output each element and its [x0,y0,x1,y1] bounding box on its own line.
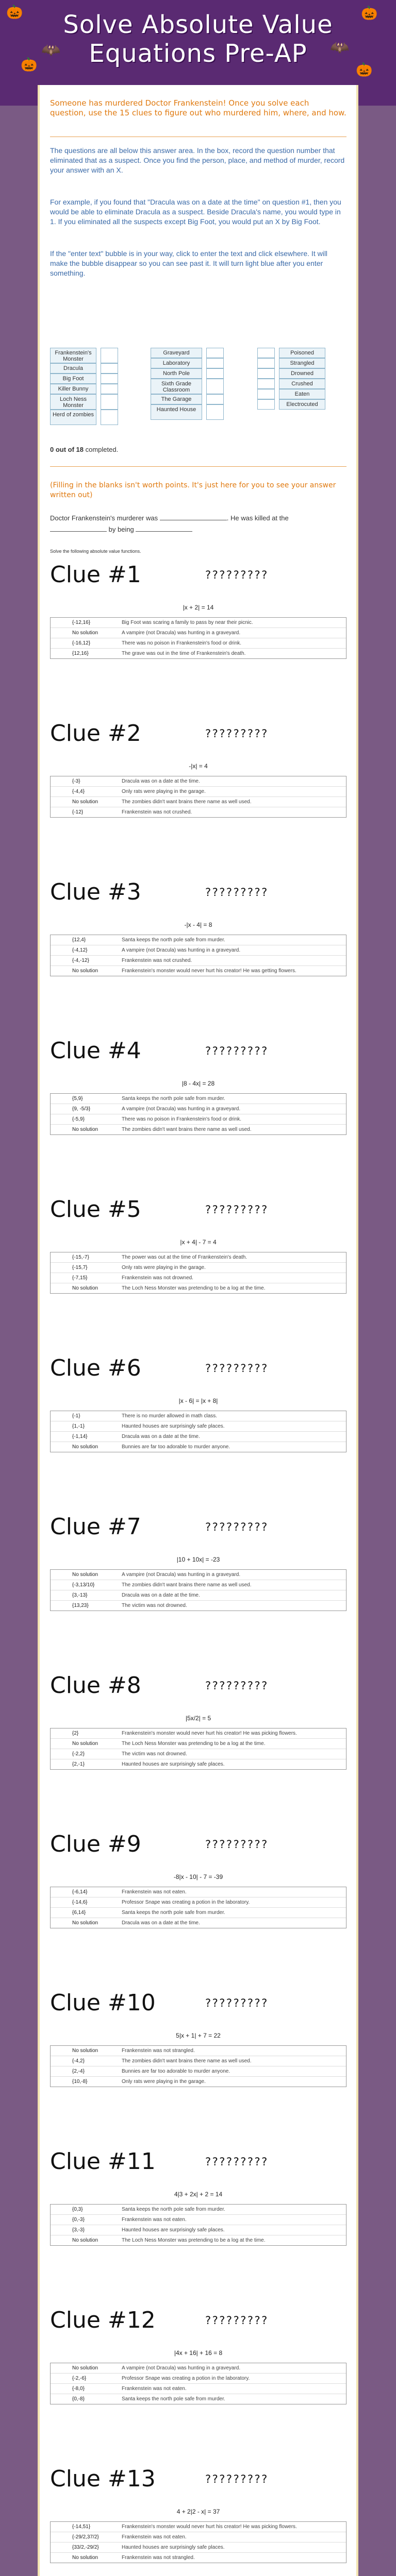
clue-block [50,1990,346,2113]
worksheet-panel [38,85,358,2576]
clue-equation: |5x/2| = 5 [185,1715,211,1722]
method-label: Eaten [279,389,325,399]
choice-solution: No solution [72,1444,98,1450]
clue-hidden-answer: ????????? [205,1838,268,1851]
choice-solution: No solution [72,2238,98,2243]
suspect-label: Big Foot [50,374,96,384]
answer-choice[interactable] [51,2553,346,2563]
choice-clue-text: Frankenstein was not eaten. [122,1889,187,1895]
choice-solution: {-6,14} [72,1889,88,1895]
choice-solution: No solution [72,799,98,805]
choice-solution: {-2,-6} [72,2376,87,2381]
answer-choice[interactable] [51,1273,346,1283]
choice-solution: {-8,0} [72,2386,85,2392]
place-answer-box[interactable] [206,348,224,358]
choice-clue-text: Frankenstein was not crushed. [122,958,192,963]
choice-clue-text: The zombies didn't want brains there name as well used. [122,799,252,805]
suspect-answer-box[interactable] [101,384,118,394]
answer-choice[interactable] [51,2205,346,2215]
clue-title: Clue #8 [50,1672,141,1699]
answer-choice[interactable] [51,2056,346,2066]
answer-choice[interactable] [51,2363,346,2374]
pumpkin-icon: 🎃 [356,62,373,77]
answer-choice[interactable] [51,1749,346,1759]
answer-choice[interactable] [51,2522,346,2532]
answer-choices [50,1093,346,1135]
choice-solution: {2,-4} [72,2069,85,2074]
choice-solution: {12,4} [72,937,86,943]
answer-choice[interactable] [51,628,346,638]
clue-title: Clue #3 [50,879,141,905]
clue-block [50,720,346,844]
choice-clue-text: Haunted houses are surprisingly safe places. [122,1761,225,1767]
choice-solution: {-5,9} [72,1116,85,1122]
clue-equation: 4|3 + 2x| + 2 = 14 [174,2191,223,2198]
suspect-answer-box[interactable] [101,374,118,384]
choice-clue-text: The Loch Ness Monster was pretending to be a log at the time. [122,1285,266,1291]
place-answer-box[interactable] [206,368,224,379]
clue-title: Clue #5 [50,1196,141,1223]
answer-choice[interactable] [51,2235,346,2245]
choice-solution: {5,9} [72,1096,83,1101]
answer-choice[interactable] [51,1263,346,1273]
choice-clue-text: The power was out at the time of Frankenstein's death. [122,1255,248,1260]
clue-title: Clue #13 [50,2466,156,2492]
clue-hidden-answer: ????????? [205,569,268,581]
answer-choice[interactable] [51,966,346,976]
choice-clue-text: A vampire (not Dracula) was hunting in a graveyard. [122,1106,241,1112]
place-answer-box[interactable] [206,394,224,404]
choice-solution: No solution [72,630,98,636]
suspect-label: Frankenstein's Monster [50,348,96,363]
place-label: Graveyard [151,348,202,358]
clue-hidden-answer: ????????? [205,2473,268,2485]
choice-solution: {-29/2,37/2} [72,2534,99,2540]
clue-equation: |10 + 10x| = -23 [176,1556,220,1563]
clue-title: Clue #4 [50,1038,141,1064]
instructions-2: For example, if you found that "Dracula was on a date at the time" on question #1, then you would be able to eliminate Dracula as a suspect. Beside Dracula's name, you would type in 1. If you eliminated all the suspects except Big Foot, you would put an X by Big Foot. [50,198,341,226]
choice-clue-text: Frankenstein was not strangled. [122,2555,195,2561]
method-answer-box[interactable] [257,379,275,389]
place-label: North Pole [151,368,202,379]
choice-solution: {9, -5/3} [72,1106,91,1112]
clue-title: Clue #10 [50,1990,156,2016]
answer-choice[interactable] [51,638,346,649]
choice-clue-text: Frankenstein was not eaten. [122,2534,187,2540]
choice-clue-text: There was no poison in Frankenstein's food or drink. [122,640,242,646]
place-label: Sixth Grade Classroom [151,379,202,394]
place-label: The Garage [151,394,202,404]
clue-equation: |x + 2| = 14 [183,604,214,611]
choice-clue-text: Santa keeps the north pole safe from murder. [122,2207,225,2212]
choice-solution: {-2,2} [72,1751,85,1757]
suspect-answer-box[interactable] [101,410,118,425]
choice-solution: {-3} [72,778,80,784]
answer-choices [50,935,346,976]
answer-choice[interactable] [51,1908,346,1918]
bat-icon: 🦇 [41,42,61,59]
suspect-answer-box[interactable] [101,394,118,410]
choice-solution: {-4,12} [72,947,88,953]
clue-block [50,1672,346,1796]
suspect-label: Herd of zombies [50,410,96,425]
method-label: Strangled [279,358,325,368]
answer-choice[interactable] [51,1601,346,1611]
suspect-label: Dracula [50,363,96,374]
place-answer-box[interactable] [206,404,224,420]
pumpkin-icon: 🎃 [6,4,23,20]
clue-hidden-answer: ????????? [205,1362,268,1375]
choice-clue-text: The zombies didn't want brains there name as well used. [122,2058,252,2064]
answer-choice[interactable] [51,1125,346,1134]
place-label: Haunted House [151,404,202,420]
choice-clue-text: Frankenstein's monster would never hurt his creator! He was picking flowers. [122,2524,297,2530]
intro-text: Someone has murdered Doctor Frankenstein! Once you solve each question, use the 15 clues to figure out who murdered him, where, and how. [50,98,346,117]
place-blank[interactable] [50,524,107,532]
answer-choice[interactable] [51,1897,346,1908]
answer-sentence [50,513,346,535]
choice-clue-text: Dracula was on a date at the time. [122,1920,200,1926]
choice-solution: {-1,14} [72,1434,88,1439]
choice-clue-text: The Loch Ness Monster was pretending to be a log at the time. [122,2238,266,2243]
choice-solution: No solution [72,1741,98,1747]
choice-solution: {-14,6} [72,1900,88,1905]
choice-clue-text: A vampire (not Dracula) was hunting in a graveyard. [122,630,241,636]
choice-clue-text: Bunnies are far too adorable to murder anyone. [122,1444,230,1450]
answer-choice[interactable] [51,2066,346,2077]
pumpkin-icon: 🎃 [361,5,378,21]
suspect-labels [50,348,96,425]
place-answer-box[interactable] [206,379,224,394]
choice-solution: {-3,13/10} [72,1582,95,1588]
method-label: Crushed [279,379,325,389]
answer-choice[interactable] [51,1411,346,1421]
clue-hidden-answer: ????????? [205,1997,268,2009]
choice-solution: {-4,-12} [72,958,89,963]
choice-solution: {0,-8} [72,2396,85,2402]
answer-choice[interactable] [51,2225,346,2235]
answer-choice[interactable] [51,2215,346,2225]
clue-block [50,879,346,1003]
answer-choices [50,2521,346,2563]
choice-solution: {-12,16} [72,620,91,625]
method-answer-box[interactable] [257,348,275,358]
answer-choices [50,1411,346,1452]
clue-block [50,2466,346,2576]
answer-choice[interactable] [51,1442,346,1452]
choice-solution: {-7,15} [72,1275,88,1281]
answer-choice[interactable] [51,1104,346,1114]
answer-text-1: Doctor Frankenstein's murderer was [50,514,158,522]
bat-icon: 🦇 [330,39,350,56]
answer-choices [50,1569,346,1611]
answer-choice[interactable] [51,807,346,817]
answer-choice[interactable] [51,1918,346,1928]
divider [50,466,346,467]
answer-choice[interactable] [51,2543,346,2553]
clue-equation: |8 - 4x| = 28 [182,1080,215,1087]
clue-equation: 5|x + 1| + 7 = 22 [176,2032,221,2039]
choice-clue-text: Frankenstein was not eaten. [122,2386,187,2392]
answer-choice[interactable] [51,2394,346,2404]
choice-clue-text: Frankenstein was not crushed. [122,809,192,815]
clue-equation: |x - 6| = |x + 8| [178,1397,218,1404]
section-hint: Solve the following absolute value functions. [50,549,141,554]
answer-choice[interactable] [51,649,346,658]
answer-choice[interactable] [51,776,346,787]
method-blank[interactable] [136,524,192,532]
clue-hidden-answer: ????????? [205,2314,268,2327]
murderer-blank[interactable] [160,513,227,520]
answer-choice[interactable] [51,2384,346,2394]
choice-solution: {-15,7} [72,1265,88,1270]
choice-solution: {12,16} [72,651,89,656]
suspect-label: Loch Ness Monster [50,394,96,410]
suspect-inputs [101,348,118,425]
choice-clue-text: The zombies didn't want brains there name as well used. [122,1127,252,1132]
answer-choices [50,1728,346,1770]
choice-clue-text: Haunted houses are surprisingly safe places. [122,1423,225,1429]
choice-clue-text: Santa keeps the north pole safe from murder. [122,937,225,943]
choice-clue-text: Professor Snape was creating a potion in the laboratory. [122,1900,250,1905]
answer-choice[interactable] [51,618,346,628]
progress-suffix: completed. [84,446,119,453]
choice-clue-text: The victim was not drowned. [122,1603,187,1608]
clue-block [50,2307,346,2431]
clue-block [50,562,346,685]
answer-choice[interactable] [51,1570,346,1580]
answer-choice[interactable] [51,1887,346,1897]
choice-clue-text: The zombies didn't want brains there name as well used. [122,1582,252,1588]
method-inputs [257,348,275,410]
instructions-3: If the "enter text" bubble is in your way, click to enter the text and click elsewhere. It will make the bubble disappear so you can see past it. It will turn light blue after you enter something. [50,249,328,277]
answer-choices [50,617,346,659]
method-labels [279,348,325,410]
clue-block [50,1831,346,1955]
clue-hidden-answer: ????????? [205,886,268,899]
choice-clue-text: Frankenstein was not strangled. [122,2048,195,2054]
answer-choice[interactable] [51,945,346,956]
choice-clue-text: Big Foot was scaring a family to pass by near their picnic. [122,620,253,625]
suspect-answer-box[interactable] [101,363,118,374]
choice-solution: {13,23} [72,1603,89,1608]
choice-solution: {-15,-7} [72,1255,89,1260]
choice-solution: {2} [72,1731,79,1736]
answer-choice[interactable] [51,956,346,966]
answer-choice[interactable] [51,797,346,807]
answer-choice[interactable] [51,1590,346,1601]
clue-equation: -8|x - 10| - 7 = -39 [173,1873,223,1880]
choice-solution: {-4,4} [72,789,85,794]
answer-choices [50,2204,346,2246]
choice-solution: {-16,12} [72,640,91,646]
suspect-answer-box[interactable] [101,348,118,363]
place-label: Laboratory [151,358,202,368]
answer-choice[interactable] [51,1432,346,1442]
answer-choice[interactable] [51,1283,346,1293]
choice-solution: No solution [72,1920,98,1926]
page-title: Solve Absolute Value Equations Pre-AP [63,10,333,68]
clue-equation: -|x| = 4 [189,762,208,770]
choice-solution: No solution [72,968,98,974]
choice-clue-text: Dracula was on a date at the time. [122,1592,200,1598]
clue-title: Clue #2 [50,720,141,747]
choice-clue-text: Santa keeps the north pole safe from murder. [122,1910,225,1916]
answer-choice[interactable] [51,2046,346,2056]
elimination-board [50,348,346,443]
choice-solution: {2,-1} [72,1761,85,1767]
method-label: Electrocuted [279,399,325,410]
choice-clue-text: The grave was out in the time of Frankenstein's death. [122,651,246,656]
choice-solution: No solution [72,2555,98,2561]
clue-block [50,1038,346,1161]
fill-in-note: (Filling in the blanks isn't worth points. It's just here for you to see your answer written out) [50,481,336,499]
clue-block [50,1355,346,1479]
method-label: Drowned [279,368,325,379]
clue-hidden-answer: ????????? [205,1521,268,1533]
clue-hidden-answer: ????????? [205,1045,268,1057]
choice-solution: No solution [72,1285,98,1291]
clue-title: Clue #11 [50,2148,156,2175]
pumpkin-icon: 🎃 [21,57,38,72]
choice-clue-text: Bunnies are far too adorable to murder anyone. [122,2069,230,2074]
clue-title: Clue #12 [50,2307,156,2333]
answer-choice[interactable] [51,1421,346,1432]
choice-clue-text: The Loch Ness Monster was pretending to be a log at the time. [122,1741,266,1747]
answer-text-2: . He was killed at the [226,514,289,522]
answer-choice[interactable] [51,935,346,945]
place-answer-box[interactable] [206,358,224,368]
choice-clue-text: There is no murder allowed in math class. [122,1413,218,1419]
clue-hidden-answer: ????????? [205,1204,268,1216]
choice-clue-text: Haunted houses are surprisingly safe places. [122,2545,225,2550]
choice-clue-text: Frankenstein was not drowned. [122,1275,193,1281]
choice-solution: {0,-3} [72,2217,85,2223]
choice-clue-text: Santa keeps the north pole safe from murder. [122,2396,225,2402]
answer-choices [50,1887,346,1928]
choice-clue-text: Frankenstein's monster would never hurt his creator! He was picking flowers. [122,1731,297,1736]
choice-clue-text: Haunted houses are surprisingly safe places. [122,2227,225,2233]
progress-count: 0 out of 18 [50,446,84,453]
choice-solution: {10,-8} [72,2079,88,2084]
place-inputs [206,348,224,420]
choice-clue-text: A vampire (not Dracula) was hunting in a graveyard. [122,1572,241,1578]
answer-choice[interactable] [51,2532,346,2543]
answer-choice[interactable] [51,2374,346,2384]
choice-clue-text: Dracula was on a date at the time. [122,1434,200,1439]
choice-solution: {-14,51} [72,2524,91,2530]
clue-title: Clue #1 [50,562,141,588]
answer-choice[interactable] [51,1759,346,1769]
method-label: Poisoned [279,348,325,358]
clue-block [50,1196,346,1320]
choice-solution: No solution [72,2365,98,2371]
clue-hidden-answer: ????????? [205,2156,268,2168]
answer-choice[interactable] [51,787,346,797]
method-answer-box[interactable] [257,368,275,379]
answer-choice[interactable] [51,1728,346,1739]
clue-hidden-answer: ????????? [205,1680,268,1692]
answer-choice[interactable] [51,1252,346,1263]
instructions-1: The questions are all below this answer area. In the box, record the question number that eliminated that as a suspect. Once you find the person, place, and method of murder, record your answer with an X. [50,146,345,174]
choice-solution: {1,-1} [72,1423,85,1429]
choice-clue-text: Only rats were playing in the garage. [122,1265,206,1270]
choice-clue-text: There was no poison in Frankenstein's food or drink. [122,1116,242,1122]
choice-clue-text: Only rats were playing in the garage. [122,789,206,794]
clue-title: Clue #6 [50,1355,141,1381]
method-answer-box[interactable] [257,389,275,399]
choice-clue-text: A vampire (not Dracula) was hunting in a graveyard. [122,947,241,953]
answer-choice[interactable] [51,2077,346,2087]
choice-solution: {33/2,-29/2} [72,2545,99,2550]
clue-equation: |4x + 16| + 16 = 8 [174,2349,223,2357]
choice-solution: No solution [72,2048,98,2054]
choice-clue-text: The victim was not drowned. [122,1751,187,1757]
choice-clue-text: Frankenstein was not eaten. [122,2217,187,2223]
clue-equation: |x + 4| - 7 = 4 [180,1239,217,1246]
answer-text-3: by being [108,526,134,533]
clue-hidden-answer: ????????? [205,727,268,740]
clue-title: Clue #7 [50,1514,141,1540]
clue-title: Clue #9 [50,1831,141,1857]
method-answer-box[interactable] [257,358,275,368]
method-answer-box[interactable] [257,399,275,410]
answer-choice[interactable] [51,1114,346,1125]
choice-solution: No solution [72,1572,98,1578]
answer-choices [50,2045,346,2087]
answer-choices [50,1252,346,1294]
place-labels [151,348,202,420]
answer-choice[interactable] [51,1739,346,1749]
answer-choices [50,776,346,818]
suspect-label: Killer Bunny [50,384,96,394]
clue-block [50,1514,346,1637]
progress-counter [50,446,118,453]
choice-solution: No solution [72,1127,98,1132]
choice-solution: {-1} [72,1413,80,1419]
choice-clue-text: Professor Snape was creating a potion in the laboratory. [122,2376,250,2381]
answer-choice[interactable] [51,1580,346,1590]
choice-solution: {-4,2} [72,2058,85,2064]
answer-choices [50,2363,346,2404]
choice-solution: {-12} [72,809,84,815]
choice-clue-text: Santa keeps the north pole safe from murder. [122,1096,225,1101]
choice-clue-text: Frankenstein's monster would never hurt his creator! He was getting flowers. [122,968,296,974]
choice-solution: {3,-13} [72,1592,88,1598]
clue-block [50,2148,346,2272]
choice-clue-text: Only rats were playing in the garage. [122,2079,206,2084]
clue-equation: 4 + 2|2 - x| = 37 [176,2508,220,2515]
clue-equation: -|x - 4| = 8 [184,921,212,928]
choice-clue-text: Dracula was on a date at the time. [122,778,200,784]
choice-solution: {0,3} [72,2207,83,2212]
choice-solution: {3,-3} [72,2227,85,2233]
choice-solution: {6,14} [72,1910,86,1916]
answer-choice[interactable] [51,1094,346,1104]
choice-clue-text: A vampire (not Dracula) was hunting in a graveyard. [122,2365,241,2371]
